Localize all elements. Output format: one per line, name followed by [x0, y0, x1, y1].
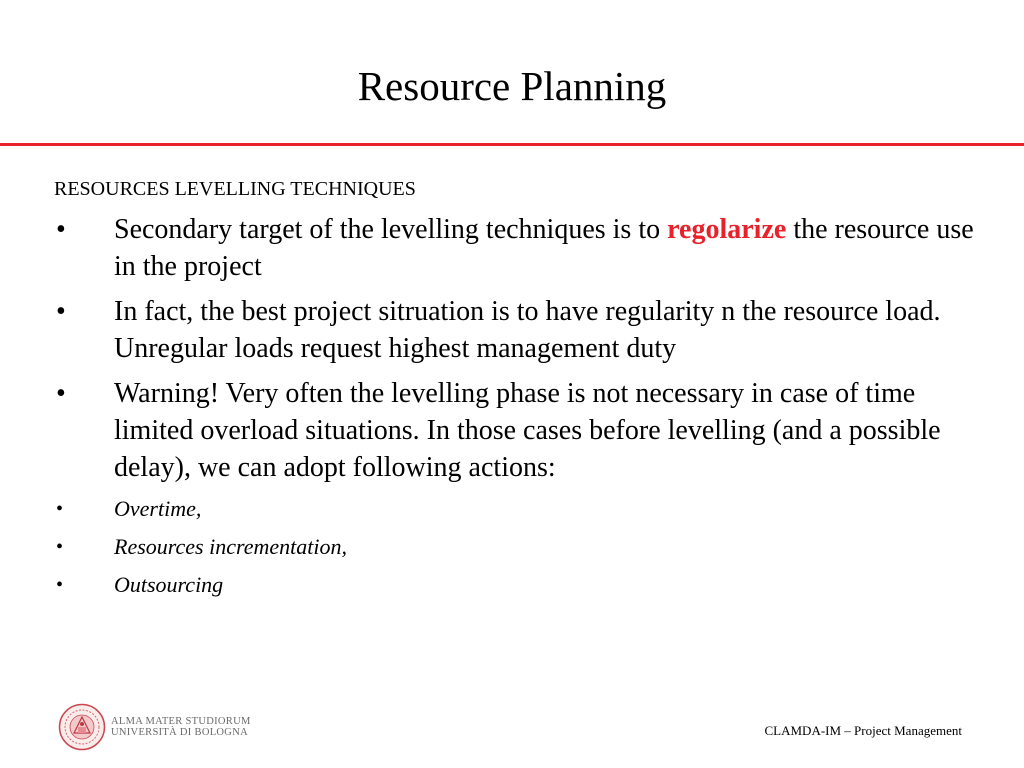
- bullet-text-part: the resource use in the project: [114, 214, 974, 282]
- title-divider: [0, 143, 1024, 146]
- slide-title: Resource Planning: [357, 63, 667, 109]
- sub-bullet-item: [54, 570, 974, 600]
- bullet-text: Warning! Very often the levelling phase is not necessary in case of time limited overload situations. In those cases before levelling (and a possible delay), we can adopt following actions:: [114, 378, 941, 483]
- bullet-icon: •: [56, 378, 66, 409]
- bullet-list: [54, 211, 974, 608]
- university-seal-icon: [58, 703, 106, 751]
- logo-wordmark: [111, 716, 251, 738]
- bullet-icon: •: [56, 296, 66, 327]
- bullet-text: In fact, the best project sitruation is to have regularity n the resource load. Unregular loads request highest management duty: [114, 296, 941, 364]
- sub-bullet-text: Resources incrementation,: [114, 534, 347, 559]
- logo-line-2: UNIVERSITÀ DI BOLOGNA: [111, 727, 248, 738]
- bullet-icon: •: [56, 214, 66, 245]
- sub-bullet-text: Outsourcing: [114, 572, 224, 597]
- emphasized-word: regolarize: [667, 214, 787, 245]
- bullet-item: [54, 293, 974, 367]
- sub-bullet-text: Overtime,: [114, 496, 202, 521]
- bullet-item: [54, 375, 974, 486]
- footer-course-label: CLAMDA-IM – Project Management: [764, 723, 962, 738]
- sub-bullet-item: [54, 532, 974, 562]
- logo-line-1: ALMA MATER STUDIORUM: [111, 716, 251, 727]
- sub-bullet-item: [54, 494, 974, 524]
- bullet-icon: •: [56, 574, 64, 596]
- bullet-text: [114, 211, 974, 285]
- bullet-item: [54, 211, 974, 285]
- bullet-icon: •: [56, 498, 64, 520]
- bullet-text-part: Secondary target of the levelling techniques is to: [114, 214, 668, 245]
- university-logo: [58, 703, 251, 751]
- bullet-icon: •: [56, 536, 64, 558]
- section-heading: RESOURCES LEVELLING TECHNIQUES: [54, 178, 416, 200]
